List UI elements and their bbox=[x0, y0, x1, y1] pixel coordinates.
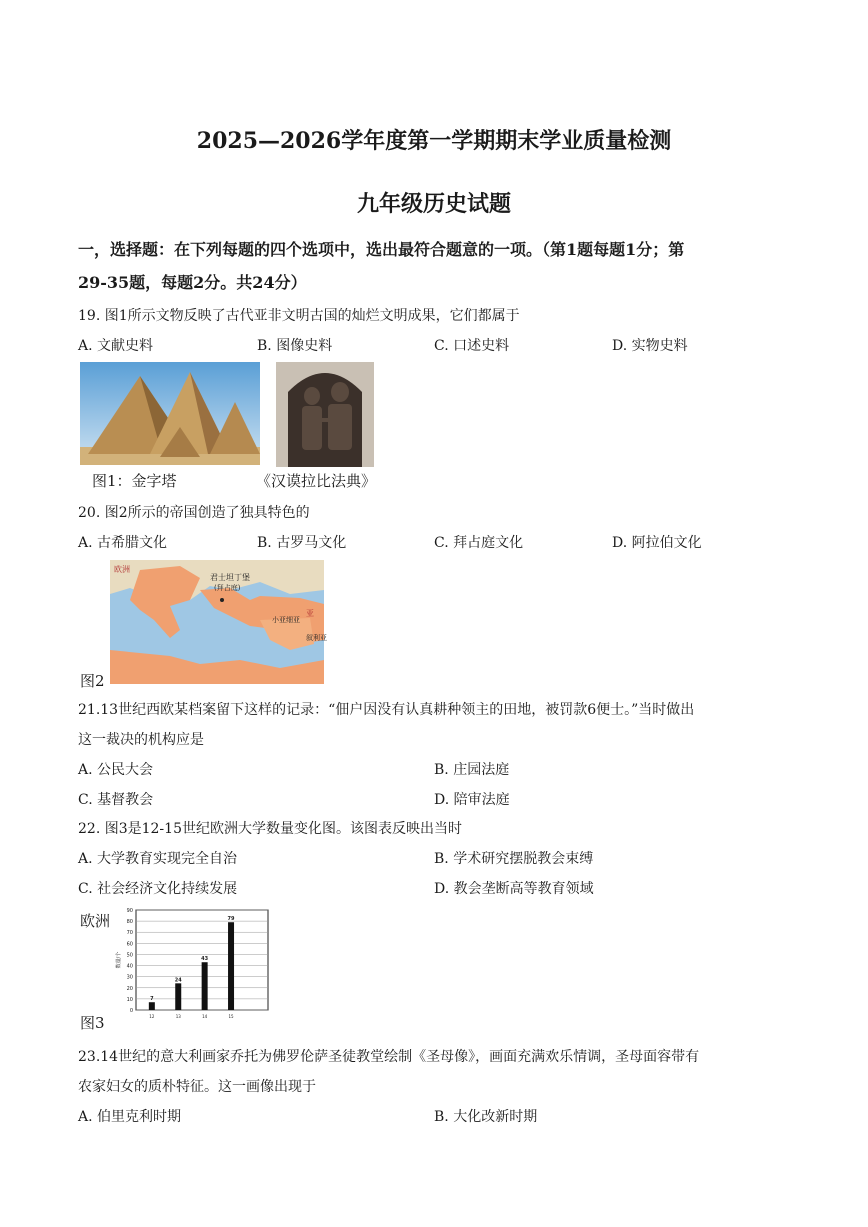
x-tick-label: 15 bbox=[228, 1014, 234, 1019]
q21-option-a[interactable]: A. 公民大会 bbox=[78, 762, 154, 778]
q21-option-b[interactable]: B. 庄园法庭 bbox=[434, 762, 510, 778]
y-tick-label: 60 bbox=[126, 941, 133, 948]
q22-option-d[interactable]: D. 教会垄断高等教育领域 bbox=[434, 881, 594, 897]
pyramid-image bbox=[80, 362, 260, 465]
x-tick-label: 13 bbox=[175, 1014, 181, 1019]
x-tick-label: 14 bbox=[202, 1014, 208, 1019]
q19-option-a[interactable]: A. 文献史料 bbox=[78, 338, 154, 354]
q23-option-b[interactable]: B. 大化改新时期 bbox=[434, 1109, 538, 1125]
map-label-asia-minor: 小亚细亚 bbox=[272, 616, 300, 624]
q20-stem: 20. 图2所示的帝国创造了独具特色的 bbox=[78, 505, 310, 521]
q20-option-c[interactable]: C. 拜占庭文化 bbox=[434, 535, 524, 551]
x-tick-label: 12 bbox=[149, 1014, 155, 1019]
q23-stem-line2: 农家妇女的质朴特征。这一画像出现于 bbox=[78, 1079, 316, 1095]
q22-option-a[interactable]: A. 大学教育实现完全自治 bbox=[78, 851, 238, 867]
y-tick-label: 20 bbox=[126, 985, 133, 992]
q21-stem-line2: 这一裁决的机构应是 bbox=[78, 732, 204, 748]
q22-option-c[interactable]: C. 社会经济文化持续发展 bbox=[78, 881, 238, 897]
map-label-asia: 亚 bbox=[306, 609, 314, 618]
data-label: 7 bbox=[150, 996, 154, 1003]
q23-stem-line1: 23.14世纪的意大利画家乔托为佛罗伦萨圣徒教堂绘制《圣母像》，画面充满欢乐情调，圣母面容带有 bbox=[78, 1049, 700, 1065]
map-label-syria: 叙利亚 bbox=[306, 634, 327, 642]
hammurabi-stele-image bbox=[276, 362, 374, 467]
bar-13 bbox=[175, 983, 181, 1010]
map-label-byzantium: (拜占庭) bbox=[214, 584, 241, 592]
byzantine-empire-map bbox=[110, 560, 327, 684]
q21-option-d[interactable]: D. 陪审法庭 bbox=[434, 792, 510, 808]
y-tick-label: 90 bbox=[126, 908, 133, 914]
q22-option-b[interactable]: B. 学术研究摆脱教会束缚 bbox=[434, 851, 594, 867]
section-heading-line2: 29-35题，每题2分。共24分） bbox=[78, 273, 307, 292]
y-tick-label: 80 bbox=[126, 919, 133, 926]
y-tick-label: 50 bbox=[126, 952, 133, 959]
bar-14 bbox=[202, 962, 208, 1010]
figure1-caption: 图1：金字塔 bbox=[92, 472, 177, 490]
q19-option-d[interactable]: D. 实物史料 bbox=[612, 338, 688, 354]
y-tick-label: 40 bbox=[126, 963, 133, 970]
q23-option-a[interactable]: A. 伯里克利时期 bbox=[78, 1109, 182, 1125]
bar-12 bbox=[149, 1002, 155, 1010]
q19-stem: 19. 图1所示文物反映了古代亚非文明古国的灿烂文明成果，它们都属于 bbox=[78, 308, 520, 324]
figure3-caption: 图3 bbox=[80, 1014, 105, 1032]
q20-option-a[interactable]: A. 古希腊文化 bbox=[78, 535, 168, 551]
q21-option-c[interactable]: C. 基督教会 bbox=[78, 792, 154, 808]
bar-15 bbox=[228, 922, 234, 1010]
map-label-europe: 欧洲 bbox=[114, 565, 130, 574]
y-axis-label: 数量/个 bbox=[116, 951, 122, 969]
q19-option-c[interactable]: C. 口述史料 bbox=[434, 338, 510, 354]
y-tick-label: 70 bbox=[126, 930, 133, 937]
data-label: 24 bbox=[174, 977, 182, 984]
data-label: 43 bbox=[201, 956, 209, 963]
university-bar-chart bbox=[112, 904, 276, 1028]
figure2-caption: 图2 bbox=[80, 672, 105, 690]
y-tick-label: 30 bbox=[126, 974, 133, 981]
q20-option-b[interactable]: B. 古罗马文化 bbox=[257, 535, 347, 551]
y-tick-label: 0 bbox=[129, 1008, 133, 1014]
map-label-constantinople: 君士坦丁堡 bbox=[210, 573, 250, 582]
q22-stem: 22. 图3是12-15世纪欧洲大学数量变化图。该图表反映出当时 bbox=[78, 821, 462, 837]
chart-side-label: 欧洲 bbox=[80, 912, 111, 930]
q21-stem-line1: 21.13世纪西欧某档案留下这样的记录：“佃户因没有认真耕种领主的田地，被罚款6便士。”当时做出 bbox=[78, 702, 695, 718]
exam-subtitle: 九年级历史试题 bbox=[356, 191, 511, 217]
y-tick-label: 10 bbox=[126, 996, 133, 1003]
figure1-caption-2: 《汉谟拉比法典》 bbox=[256, 472, 377, 490]
data-label: 79 bbox=[227, 916, 235, 923]
exam-title: 2025—2026学年度第一学期期末学业质量检测 bbox=[196, 128, 672, 154]
q19-option-b[interactable]: B. 图像史料 bbox=[257, 338, 333, 354]
section-heading-line1: 一，选择题：在下列每题的四个选项中，选出最符合题意的一项。（第1题每题1分；第 bbox=[78, 240, 685, 259]
q20-option-d[interactable]: D. 阿拉伯文化 bbox=[612, 535, 702, 551]
